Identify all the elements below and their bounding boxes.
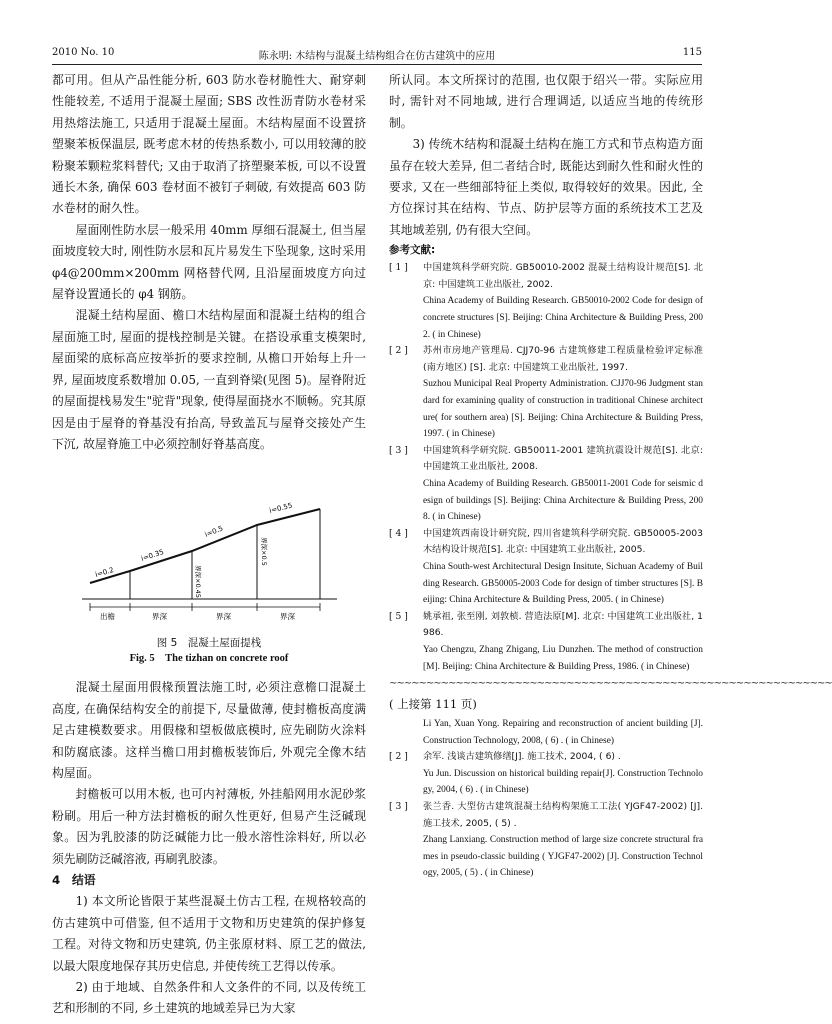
figure-caption-en: Fig. 5 The tizhan on concrete roof — [129, 653, 289, 665]
running-header — [52, 47, 702, 63]
header-rule — [52, 64, 702, 65]
reference-item: [ 4 ] 中国建筑西南设计研究院, 四川省建筑科学研究院. GB50005-2003 木结构设计规范[S]. 北京: 中国建筑工业出版社, 2005. China South-west Architectural Design Insitute, Sichuan Academy of Building Research. GB50005-2003 Code for design of timber structures [S]. Beijing: China Architecture & Building Press, 2005. ( in Chinese) — [389, 527, 703, 606]
slope-label: i=0.55 — [268, 501, 294, 516]
reference-item: [ 2 ] 苏州市房地产管理局. CJJ70-96 古建筑修建工程质量检验评定标准(南方地区) [S]. 北京: 中国建筑工业出版社, 1997. Suzhou Municipal Real Property Administration. CJJ70-96 Judgment standard for examining quality of construction in traditional Chinese architecture( for southern area) [S]. Beijing: China Architecture & Building Press, 1997. ( in Chinese) — [389, 345, 703, 440]
reference-item: Li Yan, Xuan Yong. Repairing and reconstruction of ancient building [J]. Construction Technology, 2008, ( 6) . ( in Chinese) — [423, 719, 703, 746]
reference-item: [ 3 ] 张兰香. 大型仿古建筑混凝土结构构架施工工法( YJGF47-2002) [J]. 施工技术, 2005, ( 5) . Zhang Lanxiang. Construction method of large size concrete structural frames in pseudo-classic building ( YJGF47-2002) [J]. Construction Technology, 2005, ( 5) . ( in Chinese) — [389, 801, 703, 879]
rise-label: 界深×0.45 — [194, 565, 202, 599]
section-heading: 4 结语 — [52, 872, 96, 887]
left-column — [52, 70, 366, 1020]
body-paragraph: 都可用。但从产品性能分析, 603 防水卷材脆性大、耐穿刺性能较差, 不适用于混凝土屋面; SBS 改性沥青防水卷材采用热熔法施工, 只适用于混凝土屋面。木结构屋面不设置挤塑聚苯板保温层, 既考虑木材的传热系数小, 可以用较薄的胶粉聚苯颗粒浆料替代; 又由于取消了挤塑聚苯板, 可以不设置通长木条, 确保 603 卷材面不被钉子刺破, 有效提高 603 防水卷材的耐久性。 — [52, 73, 366, 216]
bay-label: 界深 — [216, 612, 231, 622]
slope-label: i=0.2 — [94, 566, 115, 580]
continued-from-note: ( 上接第 111 页) — [389, 697, 477, 712]
reference-item: [ 1 ] 中国建筑科学研究院. GB50010-2002 混凝土结构设计规范[S]. 北京: 中国建筑工业出版社, 2002. China Academy of Building Research. GB50010-2002 Code for design of concrete structures [S]. Beijing: China Architecture & Building Press, 2002. ( in Chinese) — [389, 262, 703, 340]
slope-label: i=0.35 — [140, 548, 165, 564]
body-paragraph: 1) 本文所论皆限于某些混凝土仿古工程, 在规格较高的仿古建筑中可借鉴, 但不适用于文物和历史建筑的保护修复工程。对待文物和历史建筑, 仍主张原材料、原工艺的做法, 以最大限度地保存其历史信息, 并使传统工艺得以传承。 — [52, 894, 366, 973]
bay-label: 界深 — [280, 612, 295, 622]
running-title: 陈永明: 木结构与混凝土结构组合在仿古建筑中的应用 — [258, 51, 496, 62]
roof-tizhan-diagram — [82, 503, 342, 623]
rise-label: 界深×0.5 — [260, 537, 268, 567]
body-paragraph: 混凝土结构屋面、檐口木结构屋面和混凝土结构的组合屋面施工时, 屋面的提栈控制是关键。在搭设承重支模架时, 屋面梁的底标高应按举折的要求控制, 从檐口开始每上升一界, 屋面坡度系数增加 0.05, 一直到脊梁(见图 5)。屋脊附近的屋面提栈易发生"驼背"现象, 使得屋面挠水不顺畅。究其原因是由于屋脊的脊基没有抬高, 导致盖瓦与屋脊交接处产生下沉, 故屋脊施工中必须控制好脊基高度。 — [52, 308, 366, 451]
body-paragraph: 屋面刚性防水层一般采用 40mm 厚细石混凝土, 但当屋面坡度较大时, 刚性防水层和瓦片易发生下坠现象, 这时采用 φ4@200mm×200mm 网格替代网, 且沿屋面坡度方向过屋脊设置通长的 φ4 钢筋。 — [52, 222, 366, 302]
bay-label: 界深 — [152, 612, 167, 622]
body-paragraph: 封檐板可以用木板, 也可内衬薄板, 外挂船网用水泥砂浆粉刷。用后一种方法封檐板的耐久性更好, 但易产生泛碱现象。因为乳胶漆的防泛碱能力比一般水溶性涂料好, 所以必须先刷防泛碱溶液, 再刷乳胶漆。 — [52, 787, 366, 866]
right-column — [389, 70, 832, 882]
reference-item: [ 3 ] 中国建筑科学研究院. GB50011-2001 建筑抗震设计规范[S]. 北京: 中国建筑工业出版社, 2008. China Academy of Building Research. GB50011-2001 Code for seismic design of buildings [S]. Beijing: China Architecture & Building Press, 2008. ( in Chinese) — [389, 444, 703, 523]
references-heading: 参考文献: — [389, 244, 436, 257]
roof-profile — [90, 509, 320, 583]
figure-5 — [52, 455, 366, 671]
reference-list — [389, 260, 703, 675]
body-paragraph: 所认同。本文所探讨的范围, 也仅限于绍兴一带。实际应用时, 需针对不同地域, 进行合理调适, 以适应当地的传统形制。 — [389, 73, 703, 130]
page-number: 115 — [682, 47, 702, 58]
reference-item: [ 5 ] 姚承祖, 张至刚, 刘敦桢. 营造法原[M]. 北京: 中国建筑工业出版社, 1986. Yao Chengzu, Zhang Zhigang, Liu Dunzhen. The method of construction [M]. Beijing: China Architecture & Building Press, 1986. ( in Chinese) — [389, 610, 703, 672]
issue-label: 2010 No. 10 — [52, 47, 115, 58]
wavy-divider: ∼∼∼∼∼∼∼∼∼∼∼∼∼∼∼∼∼∼∼∼∼∼∼∼∼∼∼∼∼∼∼∼∼∼∼∼∼∼∼∼∼∼∼∼∼∼∼∼∼∼∼∼∼∼∼∼∼∼∼∼ — [389, 678, 832, 690]
reference-item: [ 2 ] 余军. 浅谈古建筑修缮[J]. 施工技术, 2004, ( 6) . Yu Jun. Discussion on historical building repair[J]. Construction Technology, 2004, ( 6) . ( in Chinese) — [389, 751, 703, 796]
body-paragraph: 2) 由于地域、自然条件和人文条件的不同, 以及传统工艺和形制的不同, 乡土建筑的地域差异已为大家 — [52, 980, 366, 1016]
bay-label: 出檐 — [100, 612, 115, 622]
body-paragraph: 3) 传统木结构和混凝土结构在施工方式和节点构造方面虽存在较大差异, 但二者结合时, 既能达到耐久性和耐火性的要求, 又在一些细部特征上类似, 取得较好的效果。因此, 全方位探讨其在结构、节点、防护层等方面的系统技术工艺及其地域差别, 仍有很大空间。 — [389, 137, 703, 237]
slope-label: i=0.5 — [203, 524, 225, 540]
reference-list-continued — [389, 716, 703, 882]
body-paragraph: 混凝土屋面用假椽预置法施工时, 必须注意檐口混凝土高度, 在确保结构安全的前提下, 尽量做薄, 使封檐板高度满足古建模数要求。用假椽和望板做底模时, 应先刷防火涂料和防腐底漆。这样当檐口用封檐板装饰后, 外观完全像木结构屋面。 — [52, 680, 366, 780]
figure-caption-zh: 图 5 混凝土屋面提栈 — [156, 637, 262, 650]
